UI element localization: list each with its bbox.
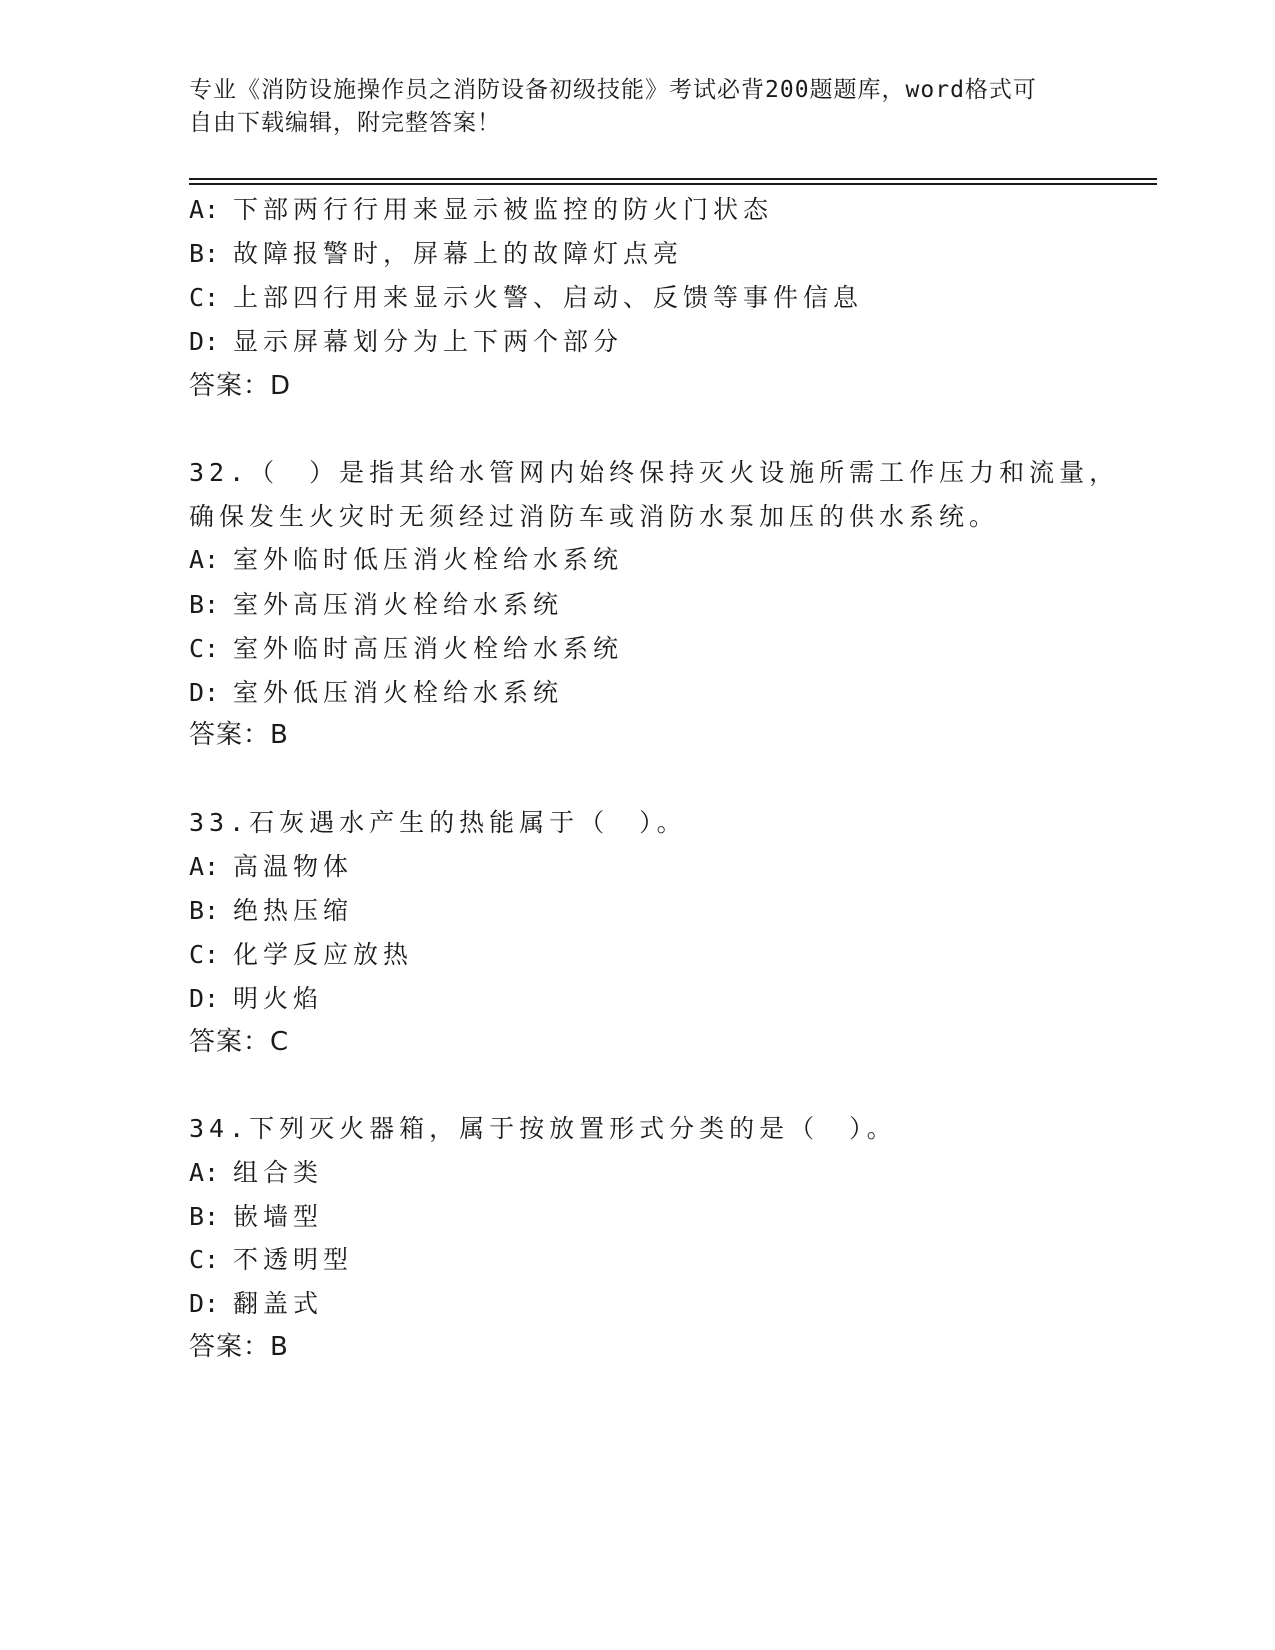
q33-option-c: [189, 940, 413, 970]
q31-option-b: [189, 239, 683, 269]
option-text: 嵌墙型: [233, 1202, 324, 1231]
option-letter: D:: [189, 327, 220, 356]
option-text: 绝热压缩: [233, 896, 354, 925]
q34-option-c: [189, 1245, 353, 1275]
option-text: 室外临时低压消火栓给水系统: [233, 545, 624, 574]
option-letter: C:: [189, 634, 220, 663]
q33-option-b: [189, 896, 353, 926]
option-text: 室外临时高压消火栓给水系统: [233, 634, 624, 663]
q31-option-d: [189, 327, 623, 357]
option-letter: C:: [189, 940, 220, 969]
option-text: 高温物体: [233, 852, 354, 881]
option-letter: D:: [189, 984, 220, 1013]
q34-stem-line-1: 34.下列灭火器箱，属于按放置形式分类的是（ ）。: [189, 1114, 897, 1143]
q32-answer: 答案：B: [189, 720, 289, 750]
header-divider-top: [189, 178, 1157, 180]
q33-answer: 答案：C: [189, 1027, 290, 1057]
q34-option-d: [189, 1289, 323, 1319]
option-text: 上部四行用来显示火警、启动、反馈等事件信息: [233, 283, 864, 312]
option-text: 室外低压消火栓给水系统: [233, 678, 564, 707]
option-letter: D:: [189, 678, 220, 707]
q32-option-a: [189, 545, 623, 575]
q31-option-a: [189, 195, 773, 225]
option-letter: A:: [189, 852, 220, 881]
option-letter: A:: [189, 545, 220, 574]
option-text: 化学反应放热: [233, 940, 414, 969]
option-letter: B:: [189, 1202, 220, 1231]
option-letter: B:: [189, 896, 220, 925]
q32-stem-line-1: 32.（ ）是指其给水管网内始终保持灭火设施所需工作压力和流量，: [189, 458, 1120, 487]
q33-option-a: [189, 852, 353, 882]
header-divider-bottom: [189, 183, 1157, 185]
option-text: 下部两行行用来显示被监控的防火门状态: [233, 195, 774, 224]
q32-option-b: [189, 590, 563, 620]
q33-stem-line-1: 33.石灰遇水产生的热能属于（ ）。: [189, 808, 687, 837]
q32-option-c: [189, 634, 623, 664]
header-line-2: 自由下载编辑，附完整答案！: [189, 110, 501, 136]
q31-answer: 答案：D: [189, 371, 292, 401]
option-text: 室外高压消火栓给水系统: [233, 590, 564, 619]
q31-option-c: [189, 283, 863, 313]
option-letter: D:: [189, 1289, 220, 1318]
option-letter: B:: [189, 590, 220, 619]
document-header: [189, 74, 1089, 140]
option-letter: C:: [189, 1245, 220, 1274]
q33-option-d: [189, 984, 323, 1014]
option-text: 翻盖式: [233, 1289, 324, 1318]
option-text: 组合类: [233, 1158, 324, 1187]
option-letter: A:: [189, 1158, 220, 1187]
option-text: 明火焰: [233, 984, 324, 1013]
header-line-1: 专业《消防设施操作员之消防设备初级技能》考试必背200题题库，word格式可: [189, 77, 1037, 103]
q34-answer: 答案：B: [189, 1332, 289, 1362]
option-text: 显示屏幕划分为上下两个部分: [233, 327, 624, 356]
q34-option-b: [189, 1202, 323, 1232]
option-letter: B:: [189, 239, 220, 268]
q32-stem-line-2: 确保发生火灾时无须经过消防车或消防水泵加压的供水系统。: [189, 502, 1000, 531]
q32-option-d: [189, 678, 563, 708]
option-letter: A:: [189, 195, 220, 224]
option-text: 不透明型: [233, 1245, 354, 1274]
option-letter: C:: [189, 283, 220, 312]
option-text: 故障报警时，屏幕上的故障灯点亮: [233, 239, 684, 268]
q34-option-a: [189, 1158, 323, 1188]
